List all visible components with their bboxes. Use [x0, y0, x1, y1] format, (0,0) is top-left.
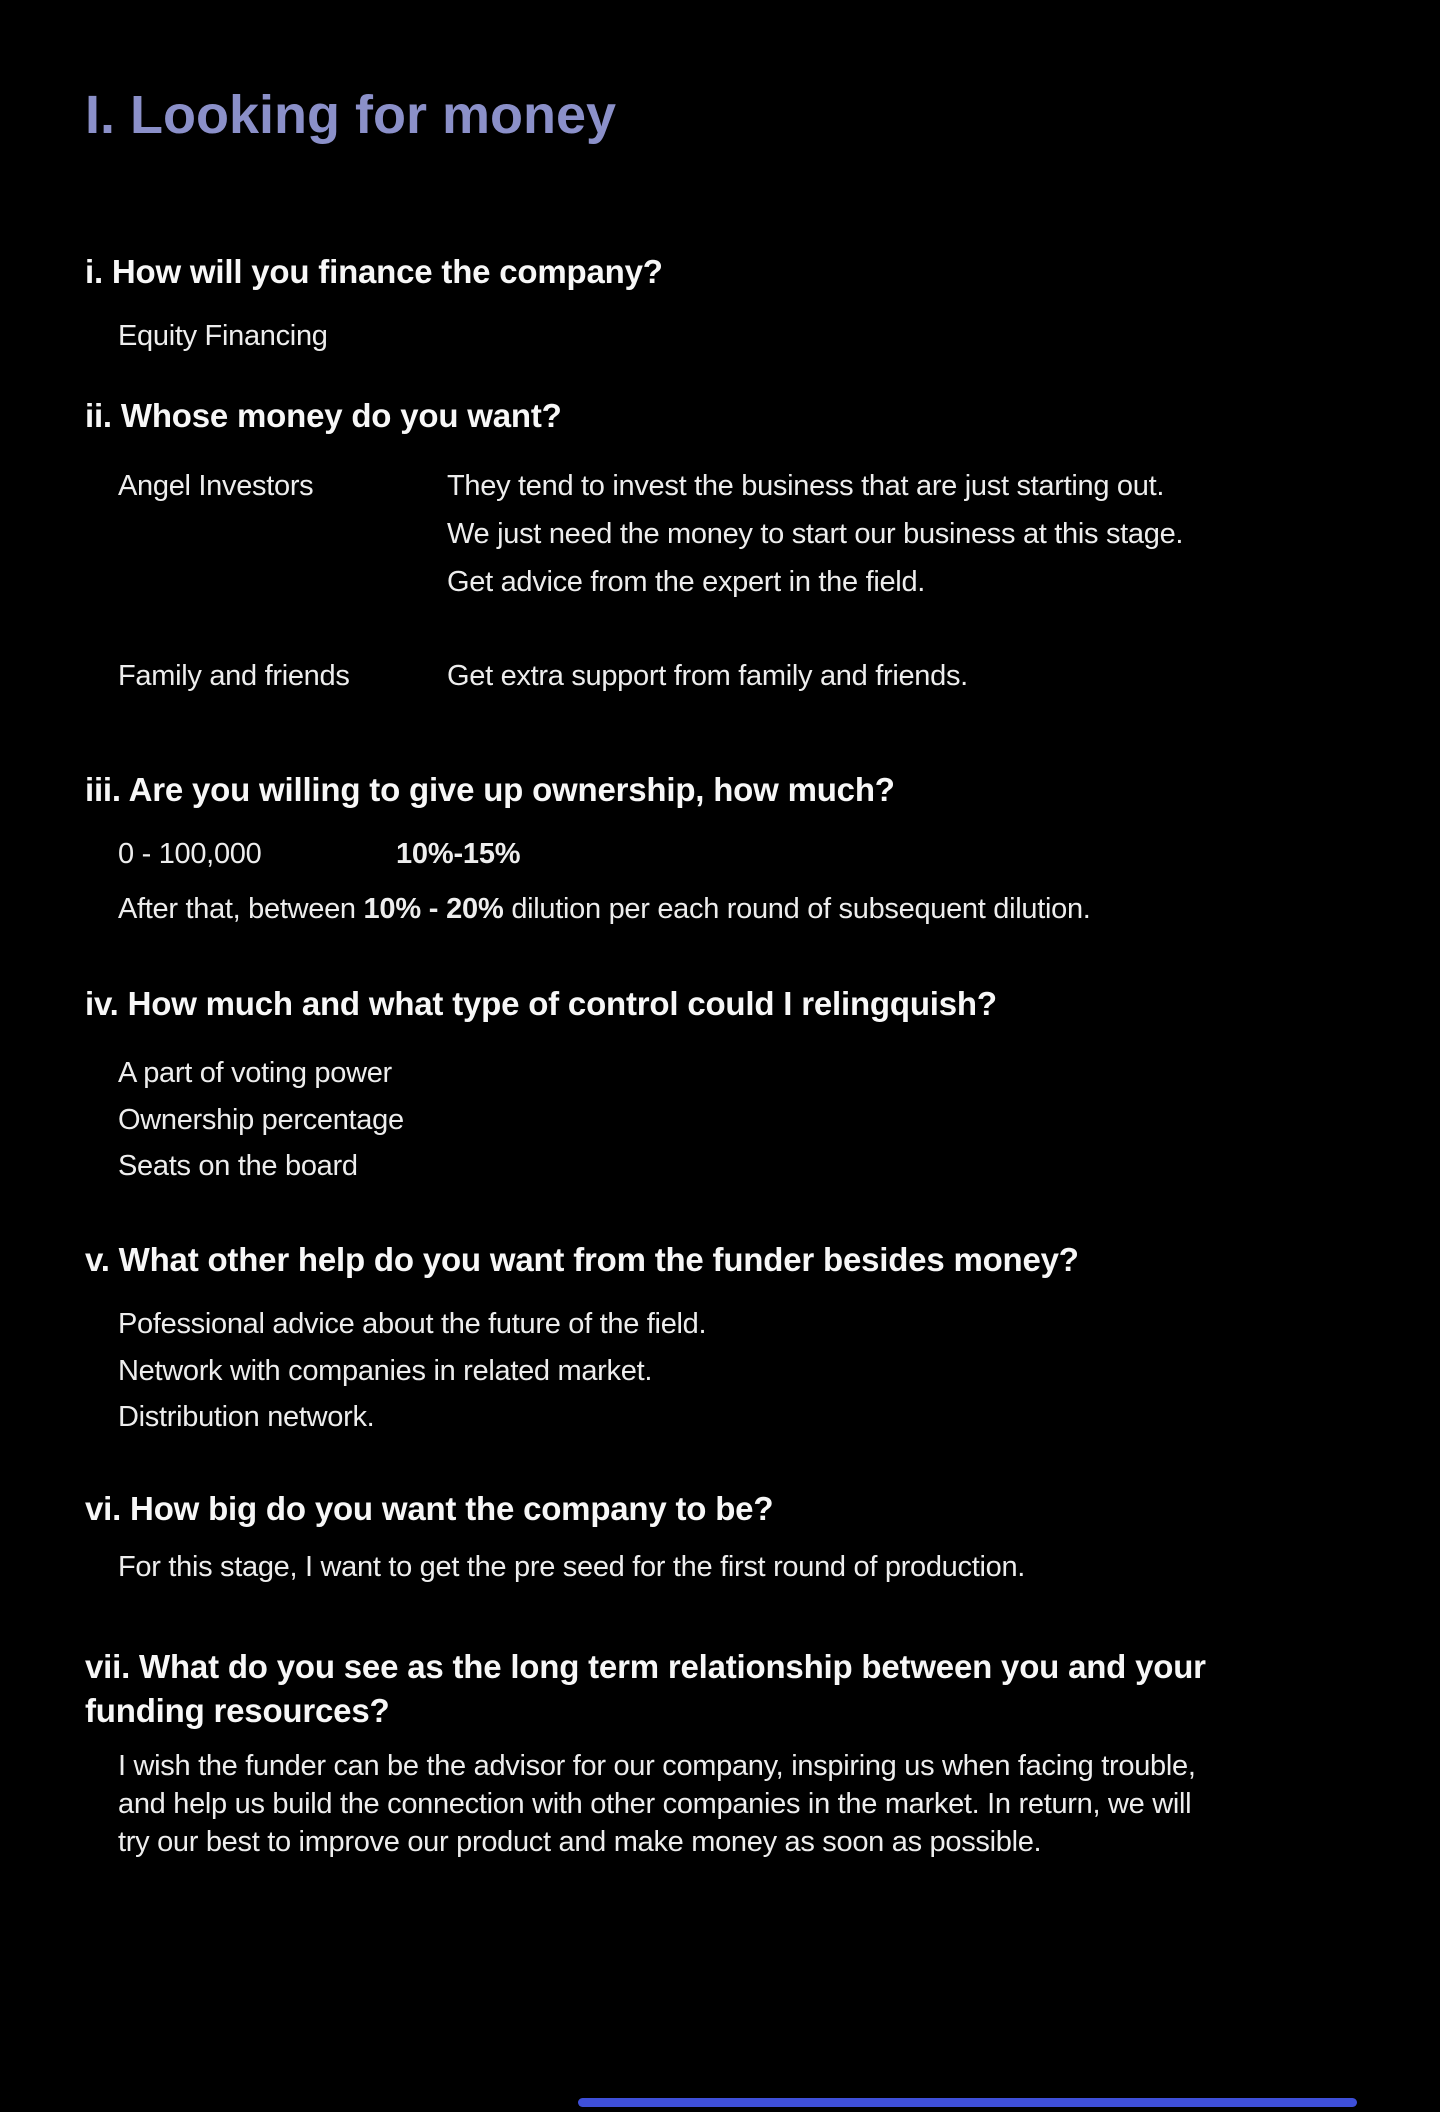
- question-iv: iv. How much and what type of control could I relingquish?: [85, 985, 997, 1022]
- funder-help-item: Pofessional advice about the future of the field.: [118, 1308, 707, 1340]
- dilution-note: [118, 893, 1091, 926]
- scroll-indicator-bar[interactable]: [578, 2098, 1357, 2107]
- funder-help-item: Distribution network.: [118, 1401, 375, 1433]
- question-vii-line: funding resources?: [85, 1692, 390, 1729]
- question-iii: iii. Are you willing to give up ownership, how much?: [85, 771, 895, 808]
- control-item: Ownership percentage: [118, 1103, 404, 1136]
- question-vi: vi. How big do you want the company to be?: [85, 1490, 774, 1527]
- dilution-note-bold: 10% - 20%: [363, 893, 504, 925]
- term-family-and-friends: Family and friends: [118, 660, 350, 692]
- dilution-note-suffix: dilution per each round of subsequent dilution.: [503, 893, 1091, 925]
- dilution-note-prefix: After that, between: [118, 893, 364, 925]
- answer-vii-line: I wish the funder can be the advisor for our company, inspiring us when facing trouble,: [118, 1750, 1196, 1782]
- answer-vi: For this stage, I want to get the pre seed for the first round of production.: [118, 1551, 1026, 1583]
- question-ii: ii. Whose money do you want?: [85, 397, 562, 434]
- question-vii: [85, 1645, 1206, 1733]
- control-list: [118, 1050, 404, 1190]
- funder-help-list: [118, 1301, 706, 1441]
- answer-vii-line: and help us build the connection with other companies in the market. In return, we will: [118, 1788, 1192, 1820]
- description-angel-investors: [447, 462, 1183, 606]
- question-v: v. What other help do you want from the funder besides money?: [85, 1241, 1079, 1278]
- answer-i: Equity Financing: [118, 320, 328, 352]
- description-family-and-friends: Get extra support from family and friends.: [447, 660, 968, 692]
- question-vii-line: vii. What do you see as the long term relationship between you and your: [85, 1648, 1206, 1685]
- control-item: A part of voting power: [118, 1057, 392, 1089]
- description-line: They tend to invest the business that are just starting out.: [447, 470, 1165, 502]
- question-i: i. How will you finance the company?: [85, 253, 663, 290]
- term-angel-investors: Angel Investors: [118, 470, 314, 502]
- answer-vii: [118, 1747, 1196, 1861]
- description-line: We just need the money to start our business at this stage.: [447, 518, 1184, 550]
- ownership-range-row: [118, 838, 521, 871]
- description-line: Get advice from the expert in the field.: [447, 566, 926, 598]
- ownership-range: 0 - 100,000: [118, 838, 262, 870]
- answer-vii-line: try our best to improve our product and make money as soon as possible.: [118, 1826, 1042, 1858]
- funder-help-item: Network with companies in related market.: [118, 1354, 653, 1387]
- page-title: I. Looking for money: [85, 85, 617, 145]
- ownership-range-value: 10%-15%: [396, 838, 521, 870]
- control-item: Seats on the board: [118, 1150, 358, 1182]
